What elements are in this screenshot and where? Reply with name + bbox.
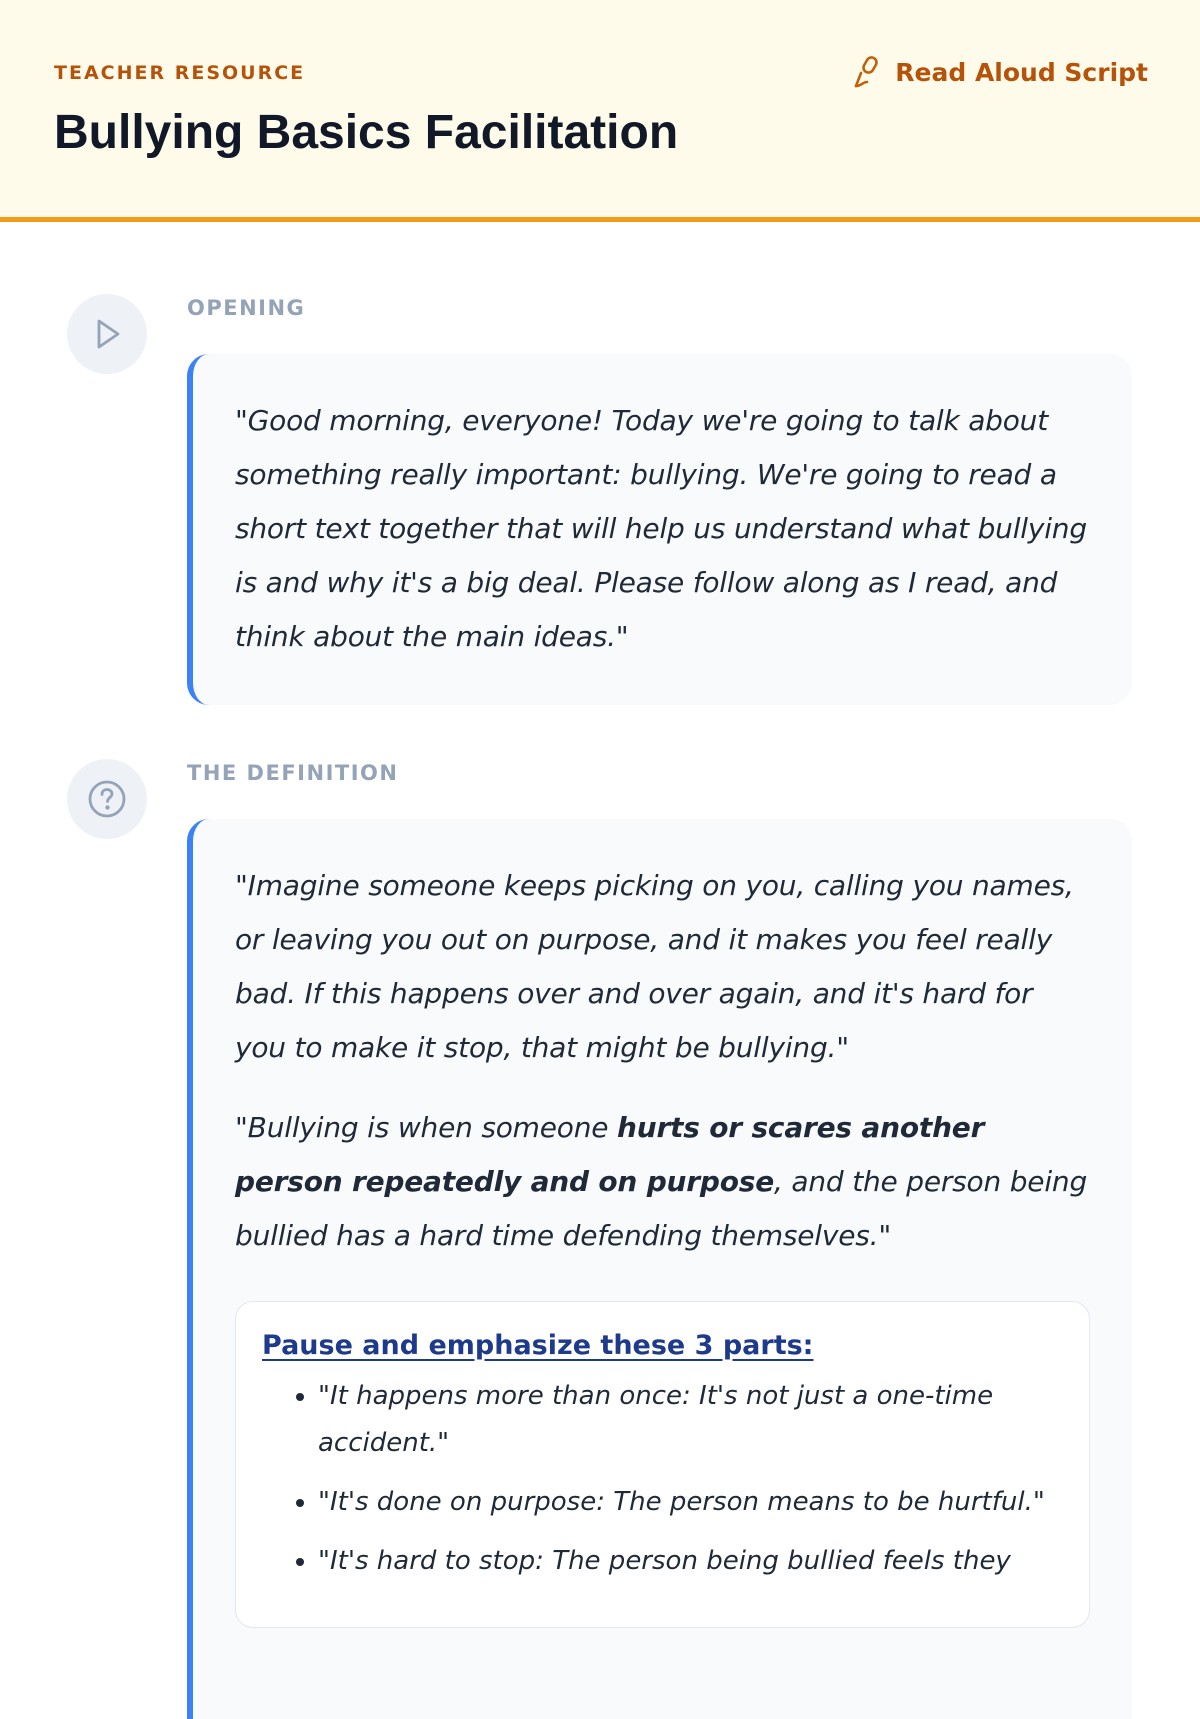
section-label: THE DEFINITION [187,761,399,785]
section-label: OPENING [187,296,306,320]
eyebrow-label: TEACHER RESOURCE [54,62,306,84]
list-item: • "It's hard to stop: The person being bullied feels they [318,1538,1063,1585]
list-item: • "It's done on purpose: The person means to be hurtful." [318,1479,1063,1526]
emphasis-callout [235,1301,1090,1628]
question-circle-icon [67,759,147,839]
definition-emphasis: hurts or scares another person repeatedly and on purpose [235,1111,985,1198]
definition-paragraph [235,1101,1090,1263]
play-icon [67,294,147,374]
definition-text-start: "Bullying is when someone [235,1111,617,1144]
script-paragraph: "Imagine someone keeps picking on you, calling you names, or leaving you out on purpose, and it makes you feel really bad. If this happens over and over again, and it's hard for you to make it stop, that might be bullying." [235,869,1074,1064]
page-title: Bullying Basics Facilitation [54,106,679,159]
emphasis-list [262,1373,1063,1585]
callout-title: Pause and emphasize these 3 parts: [262,1330,814,1361]
read-aloud-button[interactable] [853,55,1148,89]
list-item: • "It happens more than once: It's not just a one-time accident." [318,1373,1063,1467]
page-header [0,0,1200,222]
definition-text-end: , and the person being bullied has a hard time defending themselves." [235,1165,1088,1252]
script-paragraph: "Good morning, everyone! Today we're going to talk about something really important: bullying. We're going to read a short text together that will help us understand what bullying is and why it's a big deal. Please follow along as I read, and think about the main ideas." [235,404,1087,653]
script-card [187,354,1132,705]
microphone-icon [853,55,883,89]
read-aloud-label: Read Aloud Script [895,57,1148,87]
script-card [187,819,1132,1719]
